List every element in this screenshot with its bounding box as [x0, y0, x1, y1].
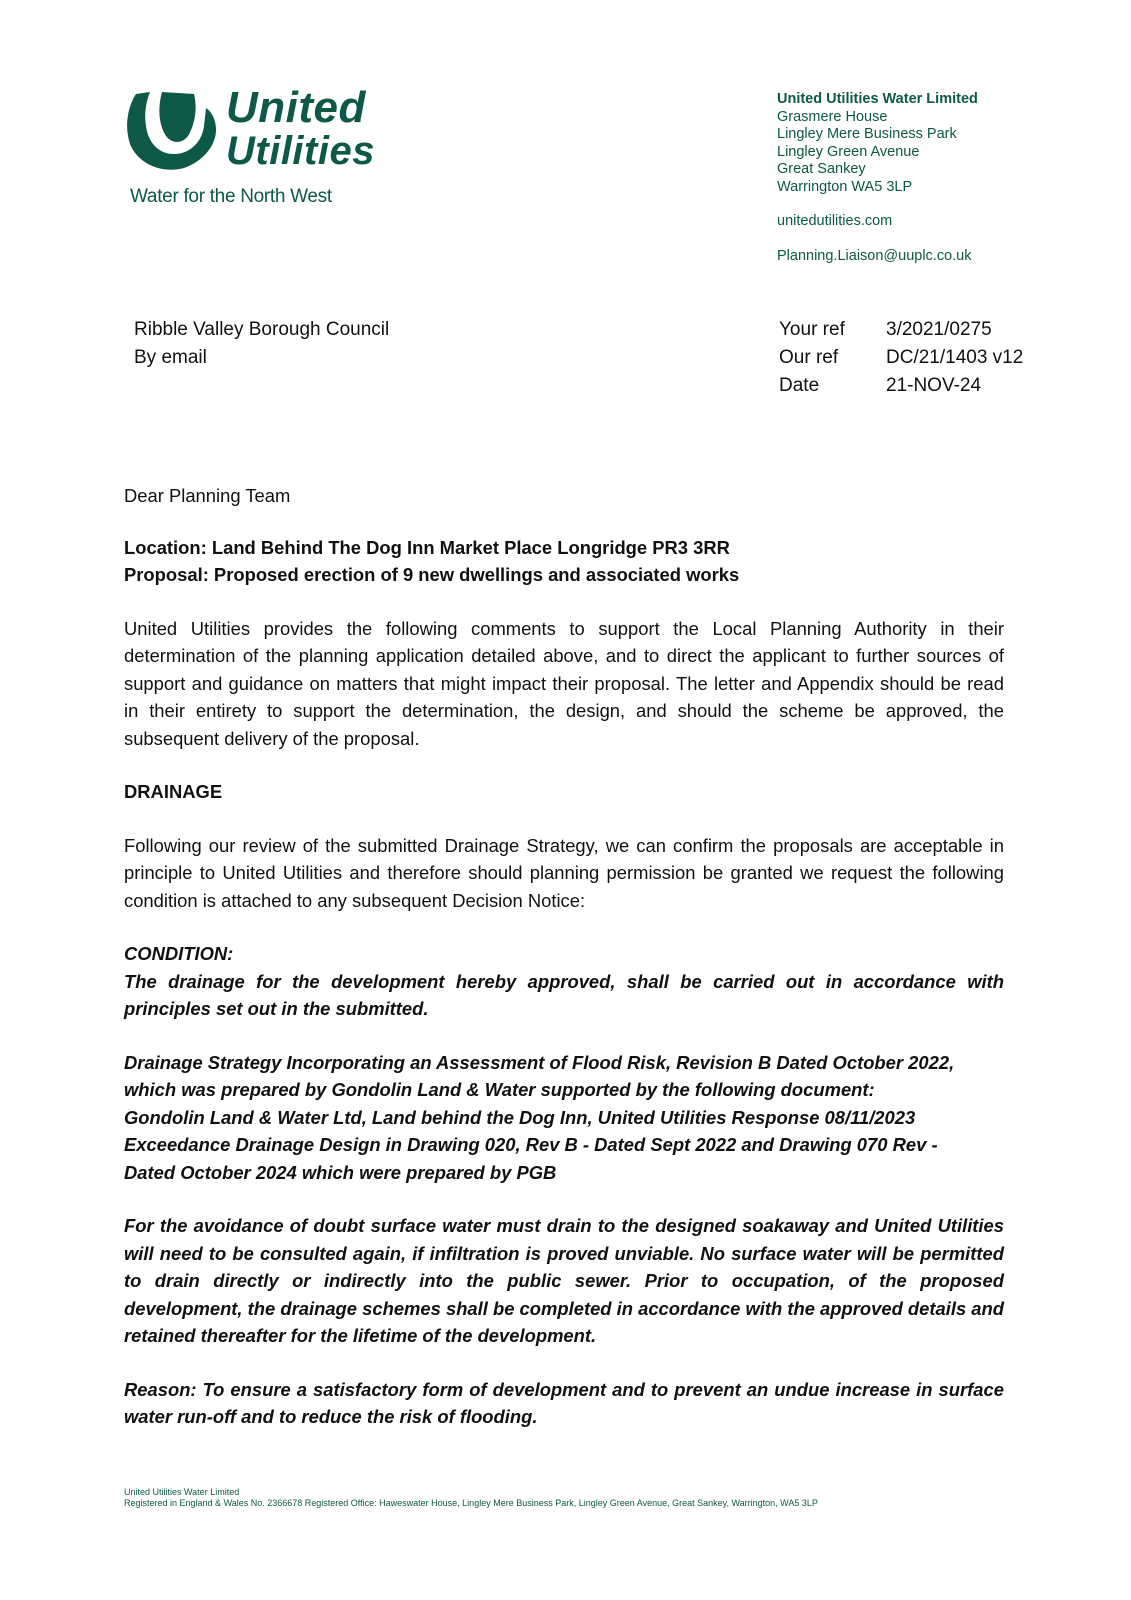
ref-label: Your ref	[779, 319, 845, 340]
footer-company: United Utilities Water Limited	[124, 1487, 240, 1497]
sender-address-line: Grasmere House	[777, 108, 888, 125]
reference-block	[779, 316, 1023, 400]
ref-value: 3/2021/0275	[886, 319, 992, 340]
ref-row-date	[779, 372, 1023, 400]
drainage-paragraph: Following our review of the submitted Drainage Strategy, we can confirm the proposals are acceptable in principle to United Utilities and therefore should planning permission be granted we request the following condition is attached to any subsequent Decision Notice:	[124, 834, 1004, 911]
intro-paragraph: United Utilities provides the following comments to support the Local Planning Authority in their determination of the planning application detailed above, and to direct the applicant to further sources of support and guidance on matters that might impact their proposal. The letter and Appendix should be read in their entirety to support the determination, the design, and should the scheme be approved, the subsequent delivery of the proposal.	[124, 617, 1004, 749]
sender-address-line: Warrington WA5 3LP	[777, 178, 913, 195]
ref-row-our-ref	[779, 344, 1023, 372]
ref-value: DC/21/1403 v12	[886, 347, 1024, 368]
footer-registration: Registered in England & Wales No. 2366678 Registered Office: Haweswater House, Lingley Mere Business Park, Lingley Green Avenue, Great Sankey, Warrington, WA5 3LP	[124, 1498, 818, 1508]
sender-company: United Utilities Water Limited	[777, 91, 978, 107]
location-line: Location: Land Behind The Dog Inn Market Place Longridge PR3 3RR	[124, 536, 730, 558]
sender-address-line: Great Sankey	[777, 161, 866, 177]
logo-word-united: United	[226, 83, 366, 132]
ref-row-your-ref	[779, 316, 1023, 344]
sender-address-line: Lingley Mere Business Park	[777, 126, 957, 142]
page-footer	[124, 1487, 818, 1509]
section-heading-drainage: DRAINAGE	[124, 781, 223, 802]
logo-word-utilities: Utilities	[226, 129, 375, 173]
ref-label: Date	[779, 375, 820, 396]
ref-value: 21-NOV-24	[886, 375, 982, 396]
document-reference-line: Drainage Strategy Incorporating an Assessment of Flood Risk, Revision B Dated October 2022,	[124, 1051, 955, 1073]
reason-paragraph: Reason: To ensure a satisfactory form of development and to prevent an undue increase in surface water run-off and to reduce the risk of flooding.	[124, 1378, 1004, 1427]
condition-label: CONDITION:	[124, 943, 234, 964]
recipient-delivery: By email	[134, 347, 207, 368]
recipient-block	[134, 316, 389, 372]
avoidance-paragraph: For the avoidance of doubt surface water must drain to the designed soakaway and United Utilities will need to be consulted again, if infiltration is proved unviable. No surface water will be permitted to drain directly or indirectly into the public sewer. Prior to occupation, of the proposed development, the drainage schemes shall be completed in accordance with the approved details and retained thereafter for the lifetime of the development.	[124, 1215, 1004, 1346]
sender-address-block	[777, 91, 978, 265]
letter-body	[124, 482, 1004, 1431]
document-reference-line: Dated October 2024 which were prepared by PGB	[124, 1161, 557, 1183]
sender-email-link[interactable]: Planning.Liaison@uuplc.co.uk	[777, 247, 972, 264]
uu-swoosh-icon	[122, 86, 222, 176]
proposal-line: Proposal: Proposed erection of 9 new dwellings and associated works	[124, 564, 740, 585]
united-utilities-logo	[122, 83, 392, 216]
sender-website-link[interactable]: unitedutilities.com	[777, 213, 893, 229]
sender-address-line: Lingley Green Avenue	[777, 143, 920, 160]
salutation: Dear Planning Team	[124, 485, 291, 506]
logo-tagline: Water for the North West	[130, 186, 332, 207]
document-reference-line: which was prepared by Gondolin Land & Water supported by the following document:	[124, 1079, 875, 1100]
recipient-name: Ribble Valley Borough Council	[134, 319, 390, 340]
ref-label: Our ref	[779, 347, 839, 368]
condition-text: The drainage for the development hereby approved, shall be carried out in accordance with principles set out in the submitted.	[124, 970, 1004, 1019]
document-reference-line: Gondolin Land & Water Ltd, Land behind the Dog Inn, United Utilities Response 08/11/2023	[124, 1106, 916, 1128]
document-reference-line: Exceedance Drainage Design in Drawing 020, Rev B - Dated Sept 2022 and Drawing 070 Rev -	[124, 1134, 938, 1155]
